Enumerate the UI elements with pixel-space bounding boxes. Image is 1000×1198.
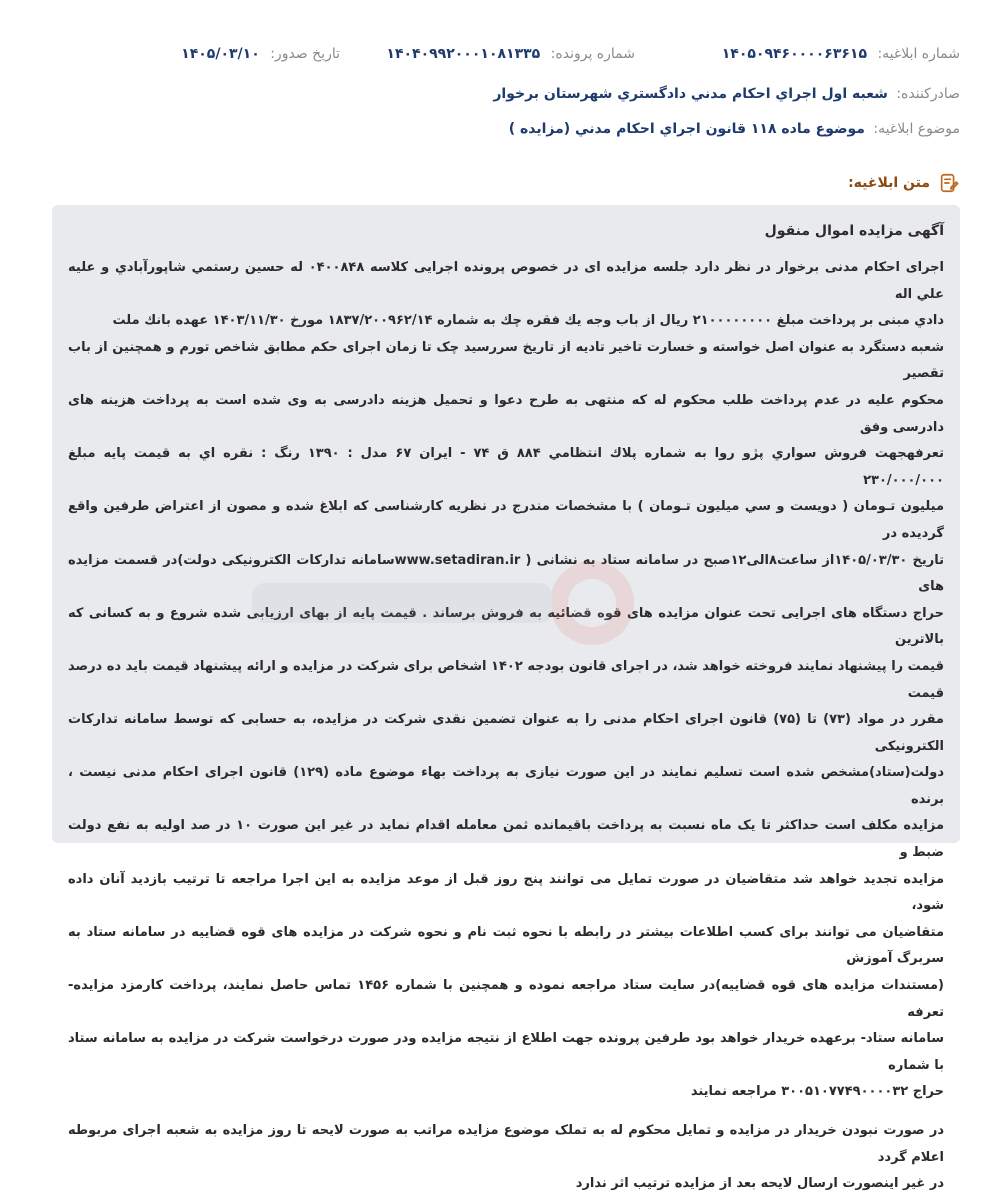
issuer-line (40, 86, 960, 102)
notice-number (722, 46, 960, 62)
subject-label: موضوع ابلاغیه: (873, 121, 960, 137)
issue-date-label: تاریخ صدور: (270, 46, 340, 62)
issue-date-value: ۱۴۰۵/۰۳/۱۰ (181, 46, 260, 62)
meta-row (40, 46, 960, 70)
notice-text-header (848, 172, 960, 194)
issue-date (181, 46, 340, 62)
notice-paragraph-1: اجرای احکام مدنی برخوار در نظر دارد جلسه مزایده ای در خصوص پرونده اجرایی کلاسه ۰۴۰۰۸۴۸ له حسین رستمي شاپورآبادي و علیه علي اله دادي مبنی بر پرداخت مبلغ ۲۱۰۰۰۰۰۰۰۰ ریال از باب وجه یك فقره چك به شماره ۱۸۳۷/۲۰۰۹۶۲/۱۴ مورخ ۱۴۰۳/۱۱/۳۰ عهده بانك ملت شعبه دستگرد به عنوان اصل خواسته و خسارت تاخیر تادیه از تاریخ سررسید چک تا زمان اجرای حکم مطابق شاخص تورم و همچنین از باب تقصیر محکوم علیه در عدم پرداخت طلب محکوم له که منتهی به طرح دعوا و تحمیل هزینه دادرسی به وی شده است به پرداخت هزینه های دادرسی وفق تعرفهجهت فروش سواري پژو روا به شماره پلاك انتظامي ۸۸۴ ق ۷۴ - ايران ۶۷ مدل : ۱۳۹۰ رنگ : نقره اي به قیمت پایه مبلغ ۲۳۰/۰۰۰/۰۰۰ میلیون تـومان ( دويست و سي ميليون تـومان ) با مشخصات مندرج در نظریه کارشناسی که ابلاغ شده و مصون از اعتراض طرفین واقع گردیده در تاریخ ۱۴۰۵/۰۳/۳۰از ساعت۸الی۱۲صبح در سامانه ستاد به نشانی ( www.setadiran.irسامانه تدارکات الکترونیکی دولت)در قسمت مزایده های حراج دستگاه های اجرایی تحت عنوان مزایده های قوه قضائیه به فروش برساند . قیمت پایه از بهای ارزیابی شده شروع و به کسانی که بالاترین قیمت را پیشنهاد نمایند فروخته خواهد شد، در اجرای قانون بودجه ۱۴۰۲ اشخاص برای شرکت در مزایده و ارائه پیشنهاد قیمت باید ده درصد قیمت مقرر در مواد (۷۳) تا (۷۵) قانون اجرای احکام مدنی را به عنوان تضمین نقدی شرکت در مزایده، به حسابی که توسط سامانه تدارکات الکترونیکی دولت(ستاد)مشخص شده است تسلیم نمایند در این صورت نیازی به پرداخت بهاء موضوع ماده (۱۲۹) قانون اجرای احکام مدنی نیست ، برنده مزایده مکلف است حداکثر تا یک ماه نسبت به پرداخت باقیمانده ثمن معامله اقدام نماید در غیر این صورت ۱۰ در صد اولیه به نفع دولت ضبط و مزایده تجدید خواهد شد متقاضیان در صورت تمایل می توانند پنج روز قبل از موعد مزایده به این اجرا مراجعه تا ترتیب بازدید آنان داده شود، متقاضیان می توانند برای کسب اطلاعات بیشتر در رابطه با نحوه ثبت نام و نحوه شرکت در مزایده های قوه قضاییه در سامانه ستاد به سربرگ آموزش (مستندات مزایده های قوه قضاییه)در سایت ستاد مراجعه نموده و همچنین با شماره ۱۴۵۶ تماس حاصل نمایند، پرداخت کارمزد مزایده-تعرفه سامانه ستاد- برعهده خریدار خواهد بود طرفین پرونده جهت اطلاع از نتیجه مزایده ودر صورت درخواست شرکت در مزایده به سامانه ستاد با شماره حراج ۳۰۰۵۱۰۷۷۴۹۰۰۰۰۳۲ مراجعه نمایند (68, 260, 945, 1100)
case-number-label: شماره پرونده: (550, 46, 635, 62)
notice-title: آگهی مزایده اموال منقول (764, 223, 944, 239)
notice-number-label: شماره ابلاغیه: (877, 46, 960, 62)
subject-value: موضوع ماده ۱۱۸ قانون اجراي احكام مدني (مزايده ) (508, 121, 865, 137)
notice-paragraph-2: در صورت نبودن خریدار در مزایده و تمایل محکوم له به تملک موضوع مزایده مراتب به صورت لایحه تا روز مزایده به شعبه اجرای مربوطه اعلام گردد در غیر اینصورت ارسال لایحه بعد از مزایده ترتیب اثر ندارد (68, 1123, 944, 1192)
issuer-value: شعبه اول اجراي احكام مدني دادگستري شهرستان برخوار (493, 86, 888, 102)
case-number (386, 46, 635, 62)
issuer-label: صادرکننده: (896, 86, 960, 102)
notice-text-box (52, 205, 960, 1192)
document-edit-icon (938, 172, 960, 194)
notice-text-label: متن ابلاغیه: (848, 175, 930, 191)
notice-number-value: ۱۴۰۵۰۹۴۶۰۰۰۰۶۳۶۱۵ (721, 46, 867, 62)
subject-line (40, 121, 960, 137)
case-number-value: ۱۴۰۴۰۹۹۲۰۰۰۱۰۸۱۳۳۵ (386, 46, 541, 62)
